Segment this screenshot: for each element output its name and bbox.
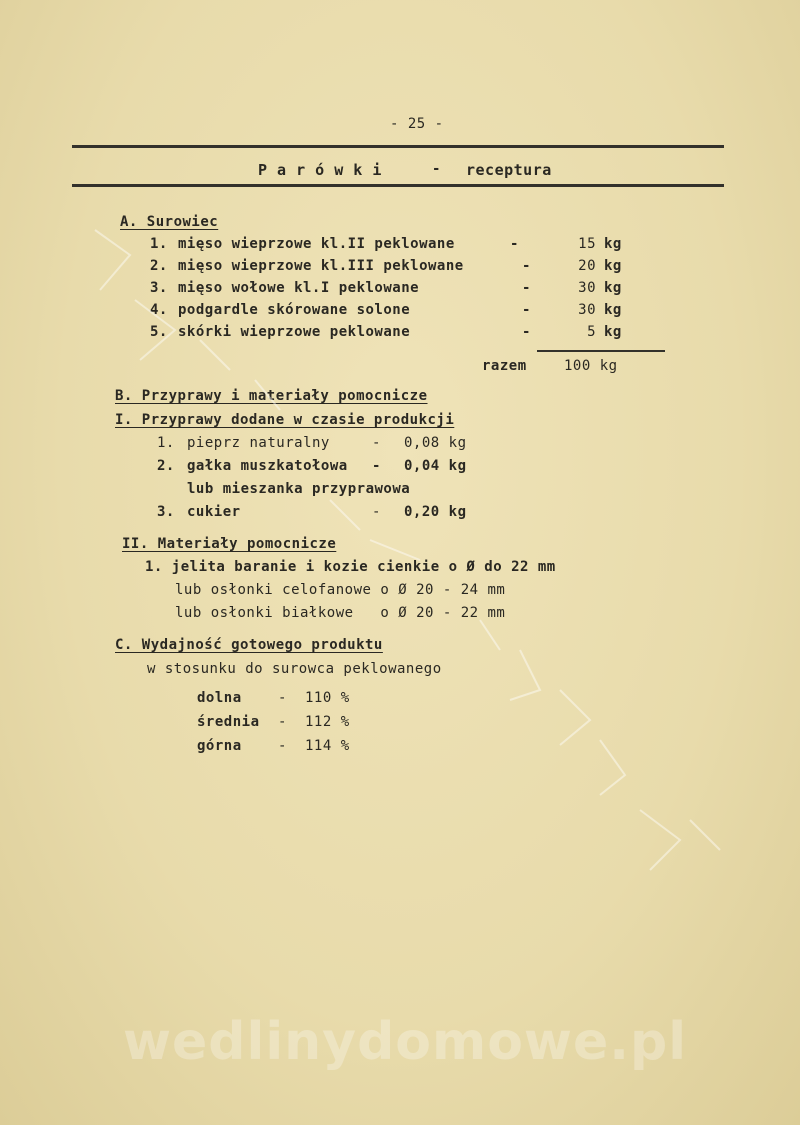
list-item-name: pieprz naturalny <box>187 435 330 451</box>
list-item-name: podgardle skórowane solone <box>178 302 411 318</box>
section-c-subheading: w stosunku do surowca peklowanego <box>147 661 442 677</box>
watermark-text: wedlinydomowe.pl <box>122 1012 688 1072</box>
list-item-dash: - <box>522 302 531 318</box>
list-item-qty: 30 <box>578 302 596 318</box>
yield-label: dolna <box>197 690 242 706</box>
list-item-name: mięso wołowe kl.I peklowane <box>178 280 420 296</box>
list-item-value: 0,20 kg <box>404 504 467 520</box>
materials-line: 1. jelita baranie i kozie cienkie o Ø do 22 mm <box>145 559 556 575</box>
list-item-dash: - <box>522 280 531 296</box>
section-c-heading: C. Wydajność gotowego produktu <box>115 637 383 653</box>
list-item-unit: kg <box>604 236 622 252</box>
list-item-qty: 5 <box>587 324 596 340</box>
title-subtitle: receptura <box>466 161 552 179</box>
list-item-num: 4. <box>150 302 168 318</box>
list-item-num: 1. <box>157 435 175 451</box>
list-item-name: mięso wieprzowe kl.II peklowane <box>178 236 455 252</box>
materials-line: lub osłonki celofanowe o Ø 20 - 24 mm <box>175 582 506 598</box>
list-item-dash: - <box>522 258 531 274</box>
list-item-value: 0,08 kg <box>404 435 467 451</box>
list-item-qty: 15 <box>578 236 596 252</box>
list-item-name: skórki wieprzowe peklowane <box>178 324 411 340</box>
materials-line: lub osłonki białkowe o Ø 20 - 22 mm <box>175 605 506 621</box>
yield-dash: - <box>278 690 287 706</box>
list-item-unit: kg <box>604 258 622 274</box>
yield-value: 110 % <box>305 690 350 706</box>
yield-label: średnia <box>197 714 260 730</box>
list-item-dash: - <box>510 236 519 252</box>
list-item-num: 2. <box>150 258 168 274</box>
list-item-name: lub mieszanka przyprawowa <box>187 481 411 497</box>
list-item-dash: - <box>372 435 381 451</box>
list-item-name: cukier <box>187 504 241 520</box>
section-a-heading: A. Surowiec <box>120 214 219 230</box>
title-product: P a r ó w k i <box>258 161 382 179</box>
list-item-qty: 20 <box>578 258 596 274</box>
yield-label: górna <box>197 738 242 754</box>
total-label: razem <box>482 358 527 374</box>
yield-value: 114 % <box>305 738 350 754</box>
list-item-num: 3. <box>157 504 175 520</box>
list-item-value: 0,04 kg <box>404 458 467 474</box>
page-number: - 25 - <box>390 116 444 132</box>
list-item-name: mięso wieprzowe kl.III peklowane <box>178 258 464 274</box>
list-item-num: 5. <box>150 324 168 340</box>
yield-dash: - <box>278 738 287 754</box>
list-item-dash: - <box>372 504 381 520</box>
list-item-unit: kg <box>604 302 622 318</box>
yield-value: 112 % <box>305 714 350 730</box>
section-b-sub1-heading: I. Przyprawy dodane w czasie produkcji <box>115 412 455 428</box>
list-item-unit: kg <box>604 280 622 296</box>
list-item-unit: kg <box>604 324 622 340</box>
title-dash: - <box>432 161 441 177</box>
list-item-num: 1. <box>150 236 168 252</box>
yield-dash: - <box>278 714 287 730</box>
total-value: 100 kg <box>564 358 618 374</box>
section-b-sub2-heading: II. Materiały pomocnicze <box>122 536 337 552</box>
section-b-heading: B. Przyprawy i materiały pomocnicze <box>115 388 428 404</box>
list-item-dash: - <box>522 324 531 340</box>
list-item-num: 2. <box>157 458 175 474</box>
list-item-dash: - <box>372 458 381 474</box>
list-item-num: 3. <box>150 280 168 296</box>
list-item-qty: 30 <box>578 280 596 296</box>
list-item-name: gałka muszkatołowa <box>187 458 348 474</box>
